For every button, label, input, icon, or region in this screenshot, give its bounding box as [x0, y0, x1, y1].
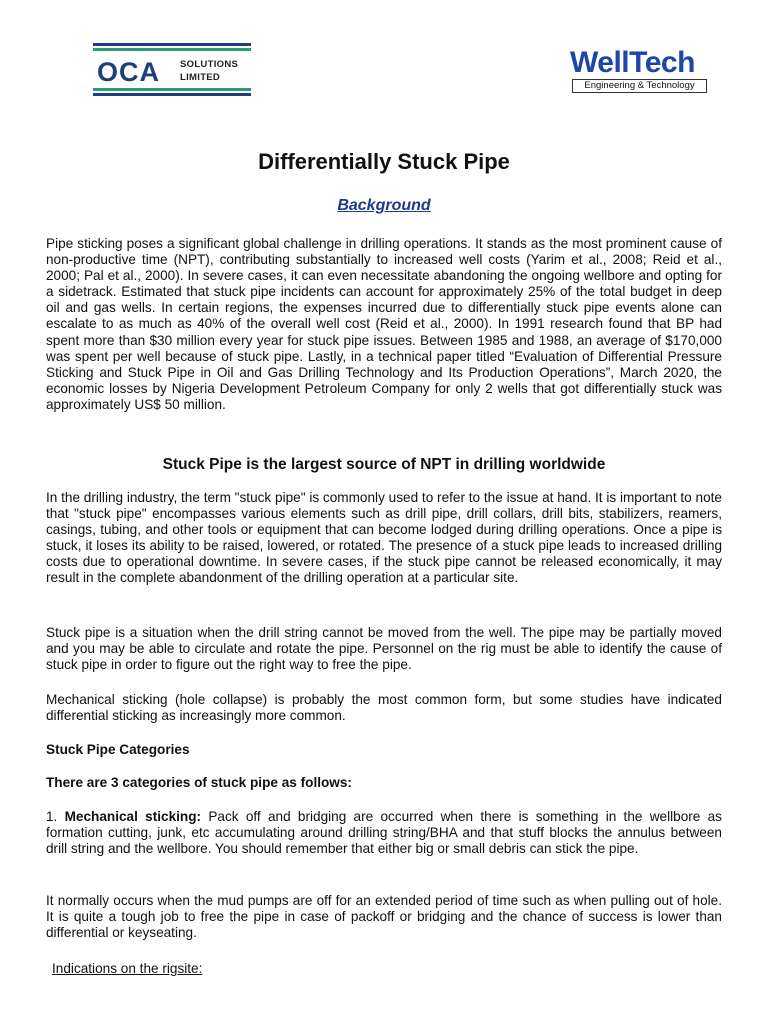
indications-label: Indications on the rigsite: [52, 961, 203, 976]
oca-stripe-top2 [93, 48, 251, 51]
welltech-logo-sub: Engineering & Technology [572, 79, 707, 93]
paragraph-mechanical-sticking: Mechanical sticking (hole collapse) is probably the most common form, but some studies have indicated differential sticking as increasingly more common. [46, 692, 722, 724]
paragraph-background: Pipe sticking poses a significant global challenge in drilling operations. It stands as the most prominent cause of non-productive time (NPT), contributing substantially to increased well costs (Yarim et al., 2008; Reid et al., 2000; Pal et al., 2000). In severe cases, it can even necessitate abandoning the ongoing wellbore and opting for a sidetrack. Estimated that stuck pipe incidents can account for approximately 25% of the total budget in deep oil and gas wells. In certain regions, the expenses incurred due to differentially stuck pipe events alone can escalate to as much as 40% of the overall well cost (Reid et al., 2000). In 1991 research found that BP had spent more than $30 million every year for stuck pipe issues. Between 1985 and 1988, an average of $170,000 was spent per well because of stuck pipe. Lastly, in a technical paper titled “Evaluation of Differential Pressure Sticking and Stuck Pipe in Oil and Gas Drilling Technology and Its Production Operations”, March 2020, the economic losses by Nigeria Development Petroleum Company for only 2 wells that got differentially stuck was approximately US$ 50 million. [46, 236, 722, 412]
paragraph-stuck-pipe-definition: In the drilling industry, the term "stuck pipe" is commonly used to refer to the issue at hand. It is important to note that "stuck pipe" encompasses various elements such as drill pipe, drill collars, drill bits, stabilizers, reamers, casings, tubing, and other tools or equipment that can become lodged during drilling operations. Once a pipe is stuck, it loses its ability to be raised, lowered, or rotated. The presence of a stuck pipe leads to increased drilling costs due to operational downtime. In severe cases, if the stuck pipe cannot be released economically, it may result in the complete abandonment of the drilling operation at a particular site. [46, 490, 722, 586]
paragraph-stuck-pipe-situation: Stuck pipe is a situation when the drill string cannot be moved from the well. The pipe may be partially moved and you may be able to circulate and rotate the pipe. Personnel on the rig must be able to identify the cause of stuck pipe in order to figure out the right way to free the pipe. [46, 625, 722, 673]
heading-stuck-pipe-categories: Stuck Pipe Categories [46, 742, 190, 757]
oca-stripe-bottom2 [93, 93, 251, 96]
oca-logo [93, 43, 251, 96]
list-item-term: Mechanical sticking: [64, 809, 202, 824]
section-heading-npt: Stuck Pipe is the largest source of NPT in drilling worldwide [162, 456, 606, 473]
oca-stripe-top [93, 43, 251, 46]
welltech-logo [570, 47, 707, 94]
list-item-text: Pack off and bridging are occurred when there is something in the wellbore as formation cutting, junk, etc accumulating around drilling string/BHA and that stuff blocks the annulus between drill string and the wellbore. You should remember that either big or small debris can stick the pipe. [46, 809, 722, 857]
list-item-mechanical-sticking [46, 809, 722, 857]
oca-stripe-bottom [93, 88, 251, 91]
document-subtitle: Background [337, 197, 431, 214]
indications-heading [52, 961, 202, 977]
oca-logo-sub2: LIMITED [180, 72, 221, 83]
heading-three-categories: There are 3 categories of stuck pipe as follows: [46, 775, 352, 790]
oca-logo-text: OCA [97, 57, 160, 87]
welltech-logo-text: WellTech [570, 46, 695, 79]
document-title: Differentially Stuck Pipe [258, 149, 510, 174]
paragraph-packoff: It normally occurs when the mud pumps are off for an extended period of time such as when pulling out of hole. It is quite a tough job to free the pipe in case of packoff or bridging and the chance of success is lower than differential or keyseating. [46, 893, 722, 941]
oca-logo-sub1: SOLUTIONS [180, 59, 239, 70]
list-item-number: 1. [46, 809, 65, 824]
